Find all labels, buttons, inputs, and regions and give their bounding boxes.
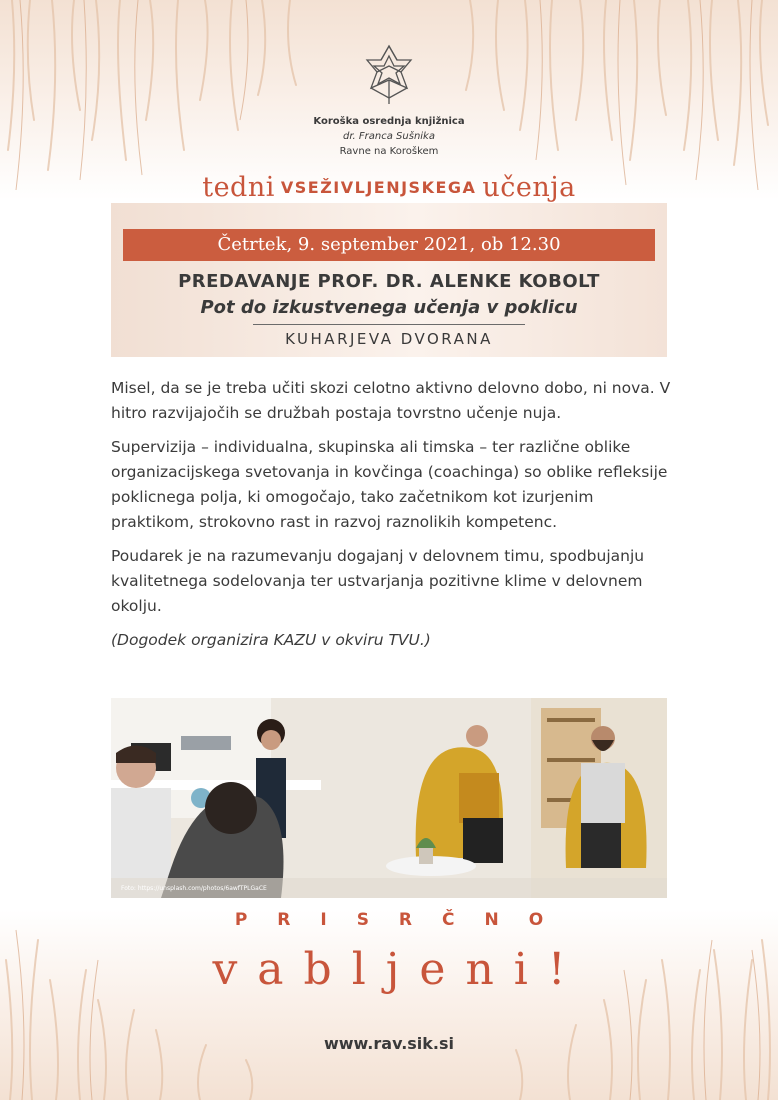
event-date: Četrtek, 9. september 2021, ob 12.30 <box>123 229 655 261</box>
series-prefix: tedni <box>202 172 275 203</box>
event-info-box <box>111 203 667 357</box>
library-book-star-icon <box>359 42 419 108</box>
event-venue: KUHARJEVA DVORANA <box>285 330 493 348</box>
event-subtitle: Pot do izkustvenega učenja v poklicu <box>200 297 578 318</box>
series-title <box>0 172 778 203</box>
organizer-note: (Dogodek organizira KAZU v okviru TVU.) <box>111 631 431 649</box>
description-paragraph: Poudarek je na razumevanju dogajanj v delovnem timu, spodbujanju kvalitetnega sodelovanja ter ustvarjanja pozitivne klime v delovnem okolju. <box>111 547 645 615</box>
library-location: Ravne na Koroškem <box>339 146 439 157</box>
event-photo <box>111 698 667 898</box>
photo-credit: Foto: https://unsplash.com/photos/6awfTPLGaCE <box>121 885 267 892</box>
library-name: Koroška osrednja knjižnica <box>313 116 465 127</box>
people-meeting-illustration <box>111 698 667 898</box>
website-link[interactable]: www.rav.sik.si <box>323 1034 455 1053</box>
description-paragraph: Supervizija – individualna, skupinska ali timska – ter različne oblike organizacijskega svetovanja in kovčinga (coachinga) so oblike refleksije poklicnega polja, ki omogočajo, tako začetnikom kot izurjenim praktikom, strokovno rast in razvoj raznolikih kompetenc. <box>111 438 668 531</box>
series-middle: VSEŽIVLJENJSKEGA <box>280 178 477 197</box>
event-title: PREDAVANJE PROF. DR. ALENKE KOBOLT <box>178 271 600 292</box>
library-subtitle: dr. Franca Sušnika <box>343 131 435 142</box>
description-paragraph: Misel, da se je treba učiti skozi celotno aktivno delovno dobo, ni nova. V hitro razvijajočih se družbah postaja tovrstno učenje nuja. <box>111 379 671 422</box>
library-logo <box>0 42 778 159</box>
series-suffix: učenja <box>482 172 576 203</box>
grass-decoration-bottom <box>0 900 778 1100</box>
welcome-line-1: PRISRČNO <box>234 910 574 930</box>
welcome-line-2: vabljeni! <box>212 944 586 995</box>
description <box>111 376 681 662</box>
divider <box>253 324 525 325</box>
